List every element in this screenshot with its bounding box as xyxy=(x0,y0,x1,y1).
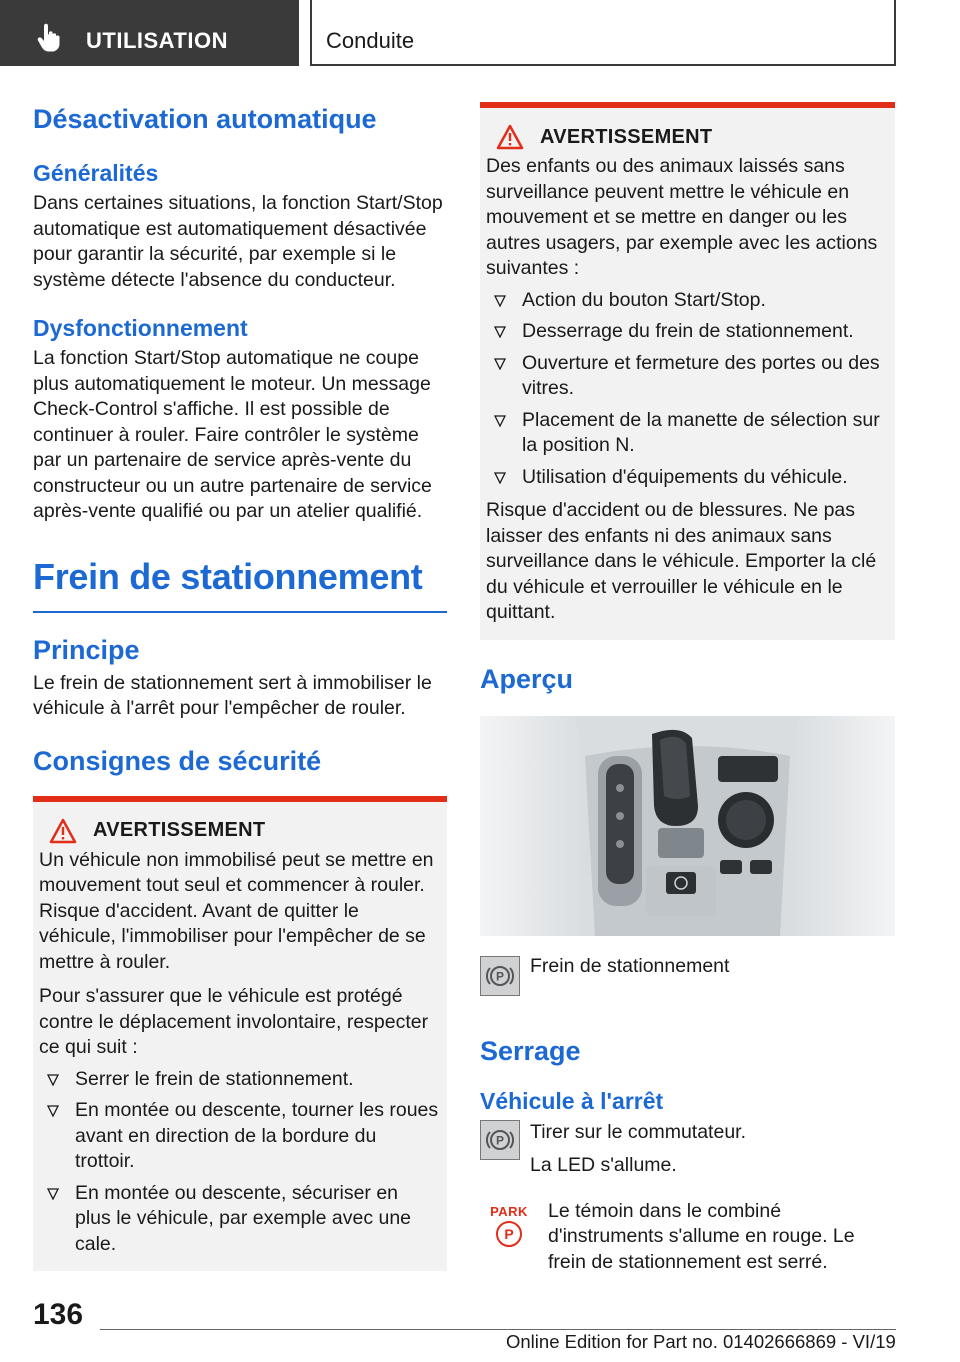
general-paragraph: Dans certaines situations, la fonction Start/Stop automatique est automatiquement désactivée pour garantir la sécurité, par exemple si le système détecte l'absence du conducteur. xyxy=(33,192,443,291)
list-item: Serrer le frein de stationnement. xyxy=(39,1067,439,1093)
warning-triangle-icon xyxy=(49,818,77,844)
warning-paragraph: Pour s'assurer que le véhicule est protégé contre le déplacement involontaire, respecter ce qui suit : xyxy=(39,985,429,1058)
list-item: En montée ou descente, tourner les roues avant en direction de la bordure du trottoir. xyxy=(39,1098,439,1175)
hand-pointer-icon xyxy=(36,22,64,52)
triangle-bullet-icon xyxy=(47,1074,59,1086)
principle-paragraph: Le frein de stationnement sert à immobiliser le véhicule à l'arrêt pour l'empêcher de rouler. xyxy=(33,671,432,719)
heading-rule xyxy=(33,611,447,613)
general-heading: Généralités xyxy=(33,160,159,186)
warning-list xyxy=(486,288,887,491)
svg-text:P: P xyxy=(495,969,505,983)
led-text: La LED s'allume. xyxy=(530,1154,677,1176)
chapter-box xyxy=(310,0,896,66)
svg-text:P: P xyxy=(495,1133,505,1147)
triangle-bullet-icon xyxy=(494,295,506,307)
apply-heading: Serrage xyxy=(480,1035,581,1066)
left-column xyxy=(33,102,447,1271)
parking-brake-switch-icon xyxy=(480,1120,520,1160)
warning-box xyxy=(33,796,447,1272)
list-item: En montée ou descente, sécuriser en plus le véhicule, par exemple avec une cale. xyxy=(39,1181,439,1258)
safety-heading: Consignes de sécurité xyxy=(33,745,322,776)
list-item: Ouverture et fermeture des portes ou des vitres. xyxy=(486,351,887,402)
triangle-bullet-icon xyxy=(494,472,506,484)
triangle-bullet-icon xyxy=(47,1188,59,1200)
indicator-text: Le témoin dans le combiné d'instruments s'allume en rouge. Le frein de stationnement est serré. xyxy=(548,1199,855,1273)
warning-paragraph: Risque d'accident ou de blessures. Ne pas laisser des enfants ni des animaux sans surveillance dans le véhicule. Emporter la clé du véhicule et verrouiller le véhicule en le quittant. xyxy=(486,499,877,623)
triangle-bullet-icon xyxy=(494,358,506,370)
warning-triangle-icon xyxy=(496,124,524,150)
warning-title: AVERTISSEMENT xyxy=(540,125,713,148)
warning-paragraph: Des enfants ou des animaux laissés sans surveillance peuvent mettre le véhicule en mouvement et se mettre en danger ou les autres usagers, par exemple avec les actions suivantes : xyxy=(486,155,878,279)
warning-header xyxy=(39,816,439,846)
page-number: 136 xyxy=(33,1298,84,1331)
edition-text: Online Edition for Part no. 01402666869 - VI/19 xyxy=(506,1331,896,1352)
pull-instruction: Tirer sur le commutateur. xyxy=(530,1120,747,1143)
right-column xyxy=(480,102,895,1275)
pull-instruction-row xyxy=(480,1120,895,1179)
parking-brake-heading: Frein de stationnement xyxy=(33,555,423,597)
parking-brake-switch-icon xyxy=(480,956,520,996)
principle-heading: Principe xyxy=(33,634,140,665)
malfunction-paragraph: La fonction Start/Stop automatique ne coupe plus automatiquement le moteur. Un message Check-Control s'affiche. Il est possible de continuer à rouler. Faire contrôler le système par un partenaire de service après-vente du constructeur ou un autre partenaire de service après-vente qualifié ou par un atelier qualifié. xyxy=(33,347,432,522)
photo-caption: Frein de stationnement xyxy=(530,954,730,977)
park-indicator-icon: PARK P xyxy=(480,1205,538,1247)
warning-title: AVERTISSEMENT xyxy=(93,819,266,841)
warning-list xyxy=(39,1067,439,1258)
triangle-bullet-icon xyxy=(494,326,506,338)
malfunction-heading: Dysfonctionnement xyxy=(33,315,248,341)
triangle-bullet-icon xyxy=(494,415,506,427)
footer-rule xyxy=(100,1329,896,1330)
overview-heading: Aperçu xyxy=(480,663,574,694)
photo-caption-row xyxy=(480,956,895,996)
stationary-heading: Véhicule à l'arrêt xyxy=(480,1087,664,1114)
list-item: Desserrage du frein de stationnement. xyxy=(486,319,887,345)
center-console-photo xyxy=(480,716,895,936)
warning-paragraph: Un véhicule non immobilisé peut se mettre en mouvement tout seul et commencer à rouler. Risque d'accident. Avant de quitter le véhicule, l'immobiliser pour l'empêcher de se mettre à rouler. xyxy=(39,848,434,973)
triangle-bullet-icon xyxy=(47,1105,59,1117)
warning-header xyxy=(486,122,887,152)
list-item: Action du bouton Start/Stop. xyxy=(486,288,887,314)
section-tab xyxy=(0,0,299,66)
section-label: UTILISATION xyxy=(86,28,228,53)
warning-box xyxy=(480,102,895,640)
console-illustration xyxy=(480,716,895,936)
list-item: Utilisation d'équipements du véhicule. xyxy=(486,465,887,491)
auto-off-heading: Désactivation automatique xyxy=(33,104,377,134)
chapter-label: Conduite xyxy=(326,28,415,53)
list-item: Placement de la manette de sélection sur la position N. xyxy=(486,408,887,459)
indicator-row xyxy=(480,1199,895,1276)
